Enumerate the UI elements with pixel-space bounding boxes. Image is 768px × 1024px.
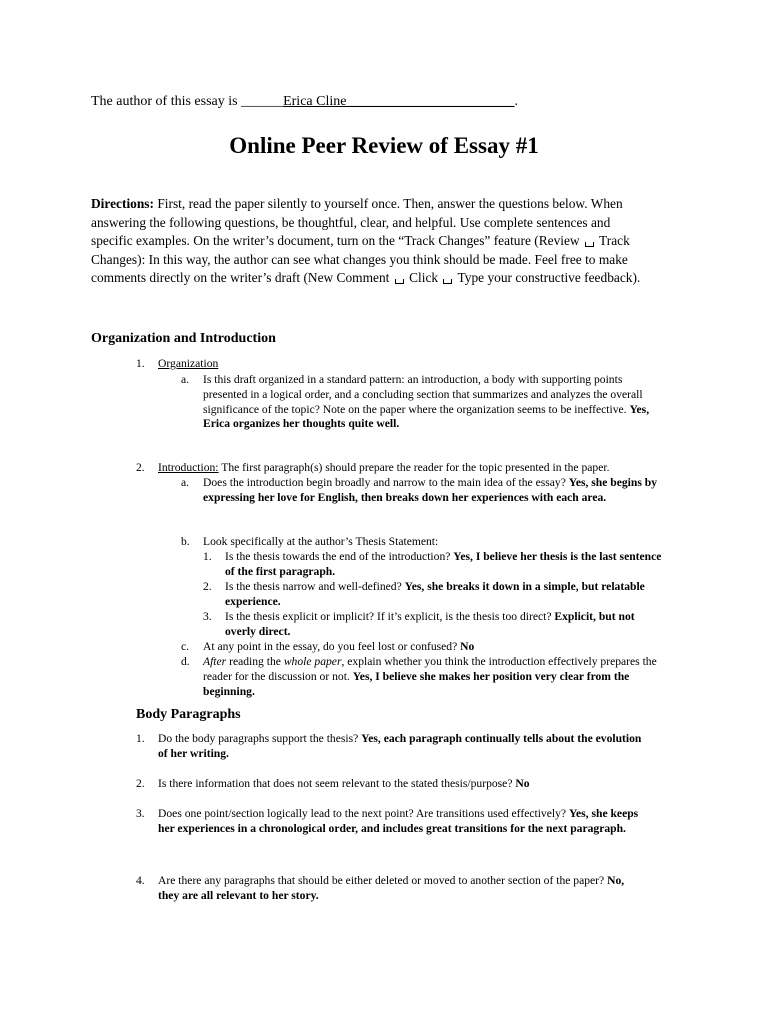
- page-title: Online Peer Review of Essay #1: [229, 133, 539, 158]
- author-underline: ________________________: [346, 94, 515, 109]
- answer-text: Yes, she begins by expressing her love for English, then breaks down her experiences with each area.: [203, 476, 658, 504]
- question-2b-3: [225, 610, 665, 640]
- question-text: Are there any paragraphs that should be either deleted or moved to another section of the paper?: [158, 874, 608, 887]
- directions-text-4: Type your constructive feedback).: [454, 270, 641, 286]
- question-text: Is the thesis towards the end of the introduction?: [225, 550, 454, 563]
- sub-number: 3.: [203, 610, 212, 623]
- answer-text: Yes, Erica organizes her thoughts quite well.: [203, 402, 650, 431]
- sub-letter: d.: [181, 655, 190, 668]
- item-number: 1.: [136, 357, 145, 370]
- question-text: Do the body paragraphs support the thesis?: [158, 732, 362, 745]
- question-2b: Look specifically at the author’s Thesis Statement:: [203, 535, 439, 548]
- arrow-icon: [585, 242, 594, 247]
- question-text: At any point in the essay, do you feel lost or confused?: [203, 640, 461, 653]
- directions-text-3: Click: [405, 270, 442, 286]
- author-prefix: The author of this essay is ______: [91, 94, 284, 109]
- arrow-icon: [395, 279, 404, 284]
- item-number: 4.: [136, 874, 145, 887]
- emphasis-text: whole paper: [283, 655, 342, 668]
- item-number: 3.: [136, 807, 145, 820]
- section-heading-organization: Organization and Introduction: [91, 331, 276, 346]
- author-name: Erica Cline: [283, 94, 347, 109]
- answer-text: Yes, I believe she makes her position very clear from the beginning.: [203, 669, 630, 698]
- answer-text: No: [460, 640, 475, 653]
- question-text: , explain whether you think the introduction effectively prepares the reader for the discussion or not.: [203, 655, 657, 683]
- body-question-1: [158, 732, 643, 762]
- body-question-2: [158, 777, 643, 792]
- question-text: Is the thesis explicit or implicit? If it’s explicit, is the thesis too direct?: [225, 610, 555, 623]
- answer-text: No: [515, 777, 530, 790]
- sub-letter: a.: [181, 373, 190, 386]
- question-2d: [203, 655, 679, 699]
- question-1a: [203, 373, 665, 432]
- sub-number: 2.: [203, 580, 212, 593]
- directions-text-1: First, read the paper silently to yourself once. Then, answer the questions below. When answering the following questions, be thoughtful, clear, and helpful. Use complete sentences and specific examples. On the writer’s document, turn on the “Track Changes” feature (Review: [91, 196, 623, 249]
- body-question-3: [158, 807, 648, 837]
- item-number: 2.: [136, 461, 145, 474]
- body-question-4: [158, 874, 648, 904]
- item-description: The first paragraph(s) should prepare the reader for the topic presented in the paper.: [218, 461, 610, 474]
- answer-text: Yes, each paragraph continually tells about the evolution of her writing.: [158, 732, 642, 760]
- item-introduction: [158, 461, 658, 476]
- directions-label: Directions:: [91, 196, 154, 211]
- question-2c: [203, 640, 665, 655]
- author-line: [91, 94, 518, 110]
- question-text: reading the: [226, 655, 284, 668]
- item-label-organization: Organization: [158, 357, 219, 370]
- answer-text: Yes, she keeps her experiences in a chronological order, and includes great transitions for the next paragraph.: [158, 807, 639, 835]
- sub-letter: b.: [181, 535, 190, 548]
- sub-letter: c.: [181, 640, 190, 653]
- item-number: 2.: [136, 777, 145, 790]
- arrow-icon: [443, 279, 452, 284]
- answer-text: Yes, I believe her thesis is the last sentence of the first paragraph.: [225, 550, 662, 578]
- answer-text: Explicit, but not overly direct.: [225, 610, 635, 638]
- question-2a: [203, 476, 665, 506]
- section-heading-body-paragraphs: Body Paragraphs: [136, 707, 241, 722]
- question-text: Does one point/section logically lead to the next point? Are transitions used effectively?: [158, 807, 569, 820]
- item-label-introduction: Introduction:: [158, 461, 219, 474]
- answer-text: Yes, she breaks it down in a simple, but relatable experience.: [225, 580, 645, 608]
- sub-letter: a.: [181, 476, 190, 489]
- question-text: Does the introduction begin broadly and narrow to the main idea of the essay?: [203, 476, 569, 489]
- directions-paragraph: [91, 195, 651, 288]
- question-text: Is there information that does not seem relevant to the stated thesis/purpose?: [158, 777, 516, 790]
- question-2b-2: [225, 580, 665, 610]
- answer-text: No, they are all relevant to her story.: [158, 874, 625, 902]
- emphasis-text: After: [203, 655, 227, 668]
- sub-number: 1.: [203, 550, 212, 563]
- question-2b-1: [225, 550, 665, 580]
- item-number: 1.: [136, 732, 145, 745]
- directions-text-2: Track Changes): In this way, the author can see what changes you think should be made. Feel free to make comments directly on the writer’s draft (New Comment: [91, 233, 630, 286]
- author-period: .: [514, 94, 518, 109]
- question-text: Is this draft organized in a standard pattern: an introduction, a body with supporting points presented in a logical order, and a concluding section that summarizes and analyzes the overall significance of the topic? Note on the paper where the organization seems to be ineffective.: [203, 373, 643, 416]
- question-text: Is the thesis narrow and well-defined?: [225, 580, 405, 593]
